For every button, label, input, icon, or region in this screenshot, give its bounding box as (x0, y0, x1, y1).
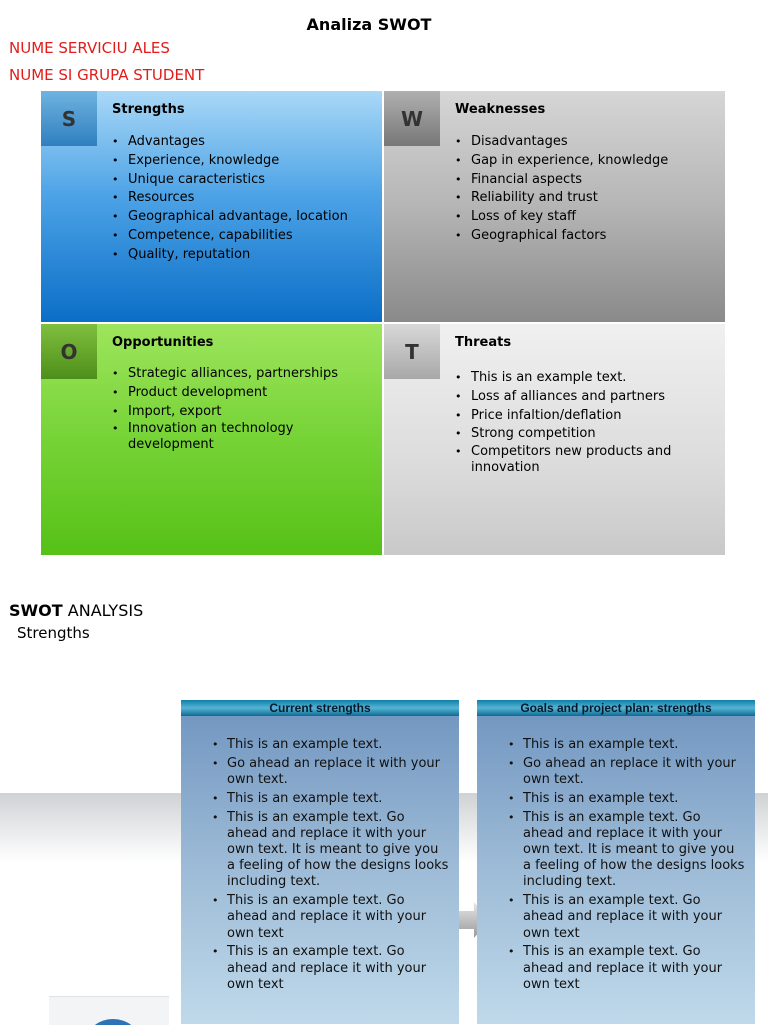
list-item: • Gap in experience, knowledge (455, 152, 668, 171)
strengths-subheading: Strengths (17, 624, 90, 642)
strengths-quadrant (41, 91, 382, 322)
list-item: • Price infaltion/deflation (455, 407, 705, 426)
list-item: • Competitors new products and innovation (455, 444, 705, 476)
goals-strengths-panel (477, 700, 755, 1024)
list-item: • Unique caracteristics (112, 171, 348, 190)
list-item: • Import, export (112, 403, 362, 422)
goals-strengths-title: Goals and project plan: strengths (477, 700, 755, 716)
list-item: • Go ahead an replace it with your own text. (505, 756, 745, 788)
list-item: • Advantages (112, 133, 348, 152)
list-item: • Loss of key staff (455, 208, 668, 227)
list-item: • Quality, reputation (112, 246, 348, 265)
list-item: • Reliability and trust (455, 189, 668, 208)
list-item: • Loss af alliances and partners (455, 388, 705, 407)
weaknesses-quadrant (384, 91, 725, 322)
weaknesses-list (455, 133, 668, 246)
list-item: • Financial aspects (455, 171, 668, 190)
threats-list (455, 369, 705, 476)
opportunities-list (112, 365, 362, 453)
logo-icon (87, 1019, 139, 1025)
list-item: • This is an example text. Go ahead and replace it with your own text (505, 893, 745, 942)
strengths-title: Strengths (112, 102, 185, 117)
list-item: • Disadvantages (455, 133, 668, 152)
opportunities-quadrant (41, 324, 382, 555)
list-item: • This is an example text. (209, 737, 449, 753)
page-title: Analiza SWOT (306, 15, 432, 34)
list-item: • Resources (112, 189, 348, 208)
list-item: • Competence, capabilities (112, 227, 348, 246)
service-name-label: NUME SERVICIU ALES (9, 39, 170, 57)
current-strengths-list (209, 737, 449, 996)
strengths-letter: S (41, 91, 97, 146)
student-name-label: NUME SI GRUPA STUDENT (9, 66, 205, 84)
list-item: • This is an example text. Go ahead and replace it with your own text (209, 944, 449, 993)
list-item: • This is an example text. Go ahead and replace it with your own text (505, 944, 745, 993)
list-item: • This is an example text. (505, 791, 745, 807)
list-item: • Geographical advantage, location (112, 208, 348, 227)
list-item: • This is an example text. (505, 737, 745, 753)
goals-strengths-list (505, 737, 745, 996)
swot-analysis-heading (9, 601, 143, 620)
swot-heading-bold: SWOT (9, 601, 63, 620)
list-item: • Experience, knowledge (112, 152, 348, 171)
list-item: • This is an example text. Go ahead and replace it with your own text. It is meant to give you a feeling of how the designs looks including text. (209, 810, 449, 891)
list-item: • This is an example text. Go ahead and replace it with your own text. It is meant to give you a feeling of how the designs looks including text. (505, 810, 745, 891)
weaknesses-letter: W (384, 91, 440, 146)
list-item: • Strategic alliances, partnerships (112, 365, 362, 384)
list-item: • Innovation an technology development (112, 421, 362, 453)
weaknesses-title: Weaknesses (455, 102, 546, 117)
list-item: • This is an example text. (455, 369, 705, 388)
list-item: • Go ahead an replace it with your own text. (209, 756, 449, 788)
swot-heading-rest: ANALYSIS (62, 601, 144, 620)
list-item: • This is an example text. Go ahead and replace it with your own text (209, 893, 449, 942)
strengths-list (112, 133, 348, 265)
list-item: • Geographical factors (455, 227, 668, 246)
list-item: • Product development (112, 384, 362, 403)
opportunities-letter: O (41, 324, 97, 379)
threats-letter: T (384, 324, 440, 379)
list-item: • This is an example text. (209, 791, 449, 807)
threats-quadrant (384, 324, 725, 555)
threats-title: Threats (455, 335, 512, 350)
list-item: • Strong competition (455, 425, 705, 444)
opportunities-title: Opportunities (112, 335, 214, 350)
logo-card (49, 996, 169, 1025)
current-strengths-title: Current strengths (181, 700, 459, 716)
current-strengths-panel (181, 700, 459, 1024)
